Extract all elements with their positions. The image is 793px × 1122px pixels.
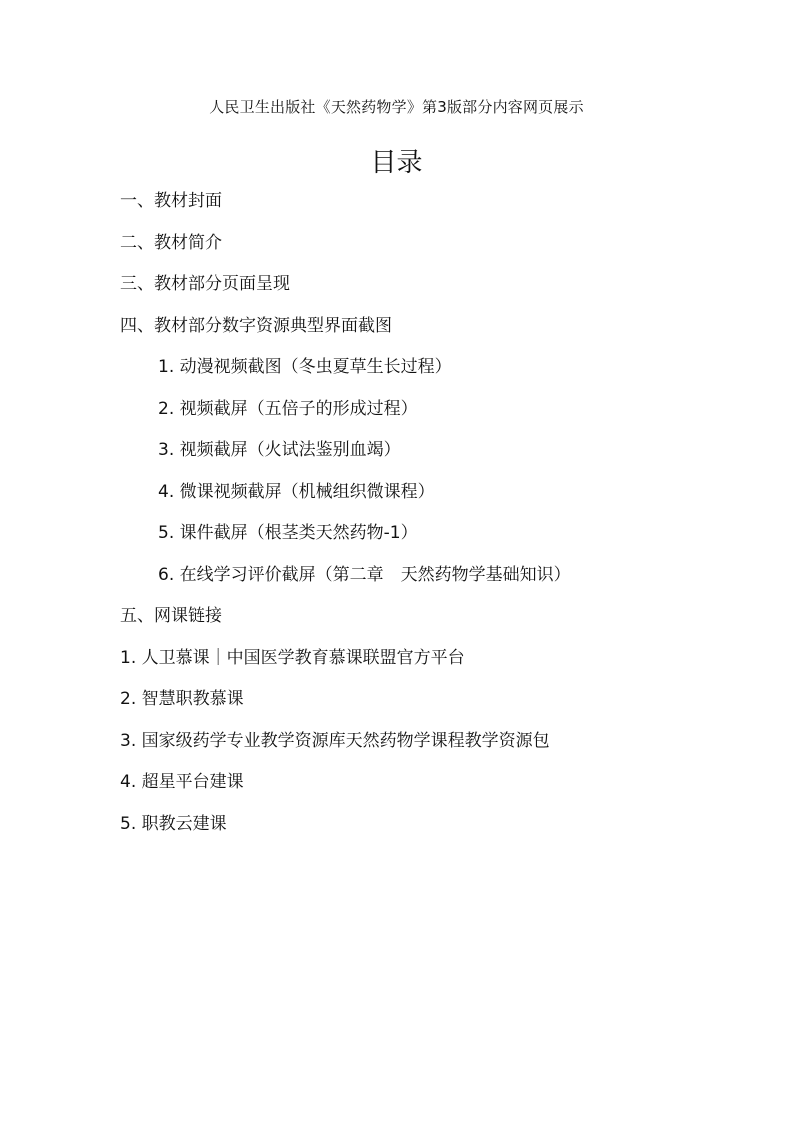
toc-subitem-video-gallnut: 2. 视频截屏（五倍子的形成过程） [158, 399, 418, 419]
toc-link-zhihui-zhijiao: 2. 智慧职教慕课 [120, 689, 244, 709]
page-title: 目录 [370, 148, 423, 178]
toc-item-textbook-cover: 一、教材封面 [120, 191, 222, 211]
toc-link-renwei-mooc: 1. 人卫慕课｜中国医学教育慕课联盟官方平台 [120, 648, 465, 668]
toc-item-textbook-intro: 二、教材简介 [120, 233, 222, 253]
page-header: 人民卫生出版社《天然药物学》第3版部分内容网页展示 [209, 98, 584, 116]
toc-item-textbook-pages: 三、教材部分页面呈现 [120, 274, 290, 294]
toc-subitem-animation: 1. 动漫视频截图（冬虫夏草生长过程） [158, 357, 452, 377]
toc-subitem-microlecture: 4. 微课视频截屏（机械组织微课程） [158, 482, 435, 502]
toc-subitem-video-dragonblood: 3. 视频截屏（火试法鉴别血竭） [158, 440, 401, 460]
toc-subitem-courseware: 5. 课件截屏（根茎类天然药物-1） [158, 523, 418, 543]
toc-item-online-course-links: 五、网课链接 [120, 606, 222, 626]
toc-item-digital-resources: 四、教材部分数字资源典型界面截图 [120, 316, 392, 336]
toc-link-chaoxing: 4. 超星平台建课 [120, 772, 244, 792]
toc-link-resource-library: 3. 国家级药学专业教学资源库天然药物学课程教学资源包 [120, 731, 550, 751]
toc-subitem-online-evaluation: 6. 在线学习评价截屏（第二章 天然药物学基础知识） [158, 565, 571, 585]
toc-link-zhijiaoyun: 5. 职教云建课 [120, 814, 227, 834]
